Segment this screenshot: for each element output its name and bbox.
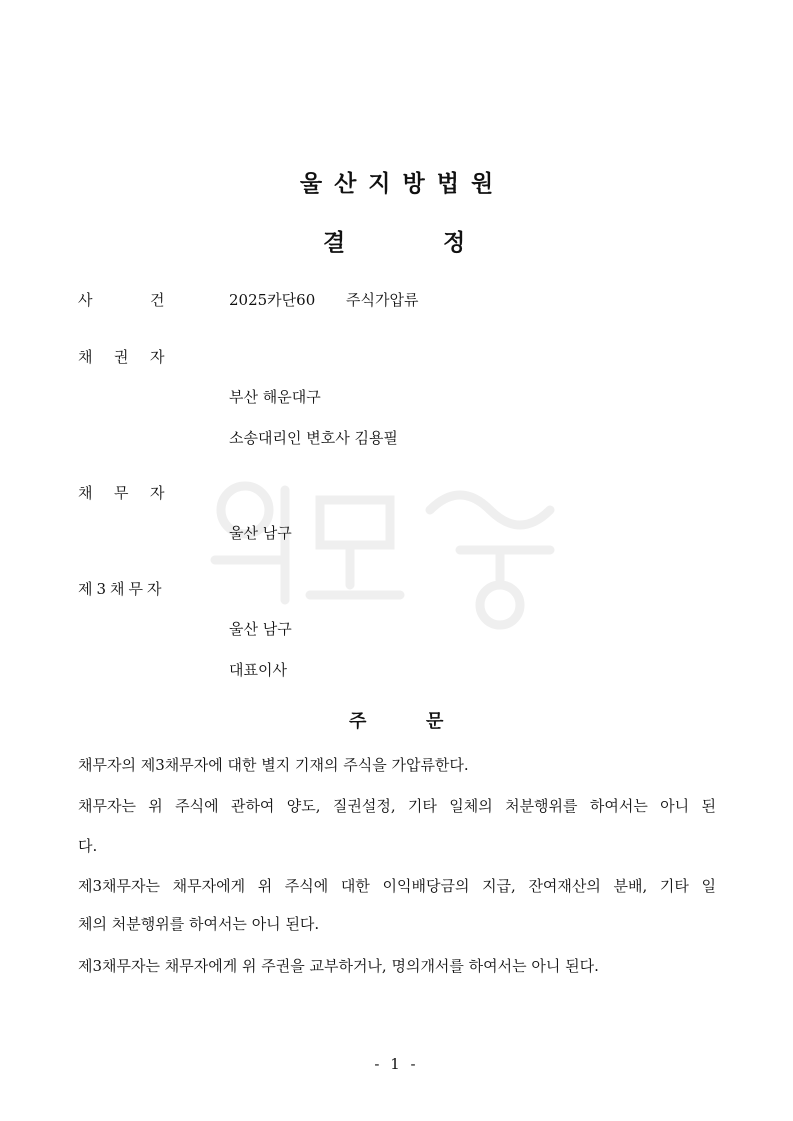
third-debtor-representative: 대표이사 <box>229 661 287 679</box>
decision-title <box>0 224 793 256</box>
third-debtor-label: 제3채무자 <box>78 580 166 598</box>
order-title-char: 문 <box>426 711 444 732</box>
order-line: 제3채무자는 채무자에게 위 주권을 교부하거나, 명의개서를 하여서는 아니 된다. <box>78 957 599 975</box>
order-title <box>0 707 793 733</box>
case-label-char: 사 <box>78 291 93 309</box>
creditor-label-char: 권 <box>114 348 129 366</box>
order-line: 채무자의 제3채무자에 대한 별지 기재의 주식을 가압류한다. <box>78 756 469 774</box>
case-label-char: 건 <box>150 291 165 309</box>
creditor-address: 부산 해운대구 <box>229 388 321 406</box>
decision-title-char: 결 <box>323 230 346 256</box>
court-name-char: 지 <box>368 171 391 197</box>
court-name-char: 원 <box>470 171 494 197</box>
court-name <box>0 165 793 198</box>
watermark-logo-icon <box>200 470 600 630</box>
third-debtor-address: 울산 남구 <box>229 620 292 638</box>
debtor-label-char: 무 <box>114 484 129 502</box>
page-number: - 1 - <box>374 1055 419 1073</box>
court-name-char: 산 <box>334 171 357 197</box>
debtor-label-char: 채 <box>78 484 93 502</box>
court-name-char: 방 <box>402 171 425 197</box>
creditor-label-char: 채 <box>78 348 93 366</box>
order-title-char: 주 <box>349 711 367 732</box>
order-line: 제3채무자는 채무자에게 위 주식에 대한 이익배당금의 지급, 잔여재산의 분배, 기타 일 <box>78 877 716 895</box>
debtor-label-char: 자 <box>150 484 165 502</box>
decision-title-char: 정 <box>443 230 466 256</box>
debtor-address: 울산 남구 <box>229 524 292 542</box>
court-name-char: 울 <box>299 171 323 197</box>
creditor-label-char: 자 <box>150 348 165 366</box>
creditor-attorney: 소송대리인 변호사 김용필 <box>229 429 398 447</box>
court-name-char: 법 <box>436 171 459 197</box>
order-line: 체의 처분행위를 하여서는 아니 된다. <box>78 915 320 933</box>
order-line: 다. <box>78 837 98 855</box>
case-number: 2025카단60 <box>229 291 316 309</box>
case-name: 주식가압류 <box>346 291 419 309</box>
order-line: 채무자는 위 주식에 관하여 양도, 질권설정, 기타 일체의 처분행위를 하여서는 아니 된 <box>78 797 716 815</box>
